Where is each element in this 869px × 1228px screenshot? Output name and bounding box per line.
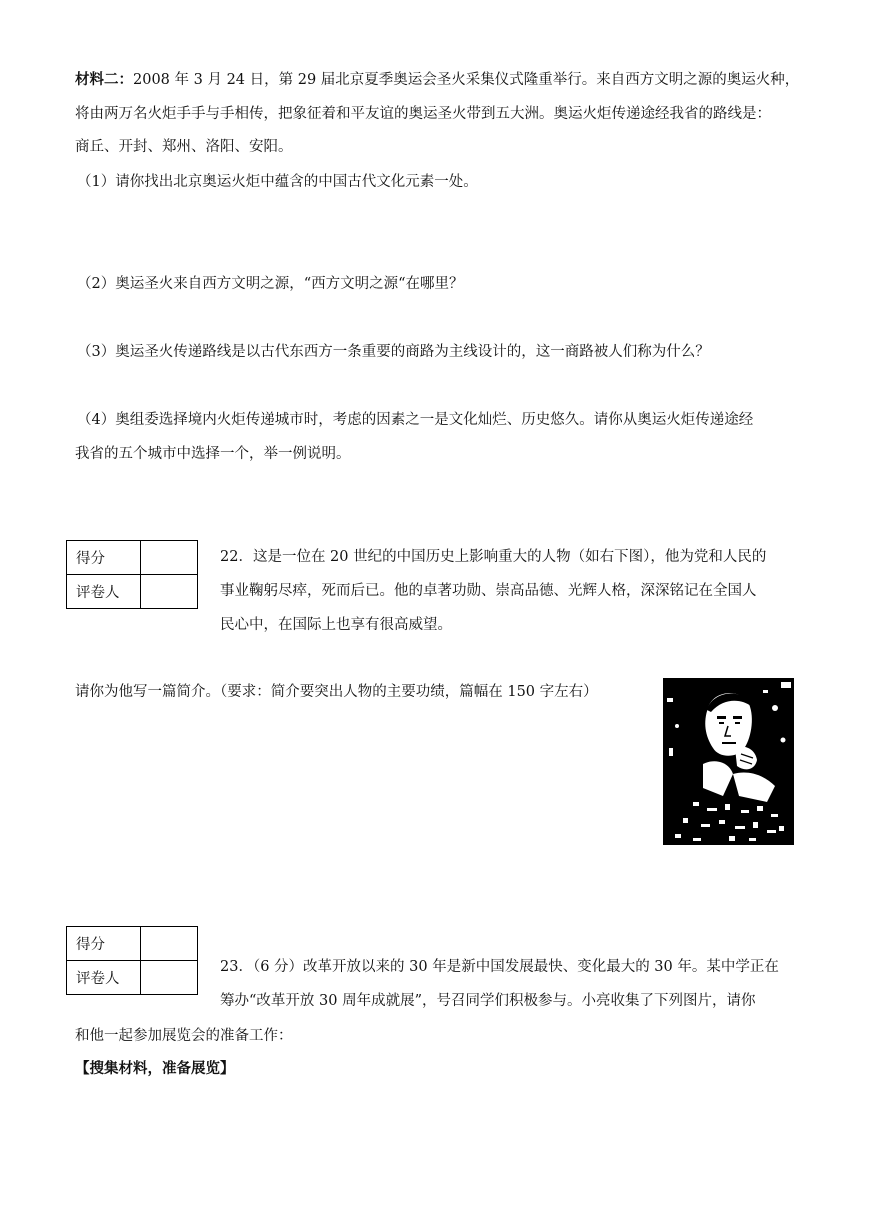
material2-line3: 商丘、开封、郑州、洛阳、安阳。 xyxy=(75,139,293,155)
q22-line2: 事业鞠躬尽瘁，死而后已。他的卓著功勋、崇高品德、光辉人格，深深铭记在全国人 xyxy=(220,583,757,599)
grader-label: 评卷人 xyxy=(67,575,141,609)
q23-section-title: 【搜集材料，准备展览】 xyxy=(75,1060,235,1077)
grader-field[interactable] xyxy=(141,961,198,995)
q22-prompt: 请你为他写一篇简介。（要求：简介要突出人物的主要功绩，篇幅在 150 字左右） xyxy=(75,684,598,700)
material2-line2: 将由两万名火炬手手与手相传，把象征着和平友谊的奥运圣火带到五大洲。奥运火炬传递途经我省的路线是： xyxy=(75,106,771,122)
question-2: （2）奥运圣火来自西方文明之源，“西方文明之源“在哪里？ xyxy=(77,276,464,292)
material2-label: 材料二： xyxy=(75,71,133,88)
q23-line1: 23．（6 分）改革开放以来的 30 年是新中国发展最快、变化最大的 30 年。某中学正在 xyxy=(220,959,779,975)
question-4-line2: 我省的五个城市中选择一个，举一例说明。 xyxy=(75,446,351,462)
question-3: （3）奥运圣火传递路线是以古代东西方一条重要的商路为主线设计的，这一商路被人们称为什么？ xyxy=(77,344,710,360)
material2-line1: 材料二：2008 年 3 月 24 日，第 29 届北京夏季奥运会圣火采集仪式隆重举行。来自西方文明之源的奥运火种， xyxy=(75,71,800,88)
grader-label: 评卷人 xyxy=(67,961,141,995)
q23-line2: 筹办“改革开放 30 周年成就展”，号召同学们积极参与。小亮收集了下列图片，请你 xyxy=(220,993,756,1009)
question-4-line1: （4）奥组委选择境内火炬传递城市时，考虑的因素之一是文化灿烂、历史悠久。请你从奥运火炬传递途经 xyxy=(77,412,754,428)
q22-line3: 民心中，在国际上也享有很高威望。 xyxy=(220,617,452,633)
score-label: 得分 xyxy=(67,927,141,961)
score-field[interactable] xyxy=(141,541,198,575)
question-1: （1）请你找出北京奥运火炬中蕴含的中国古代文化元素一处。 xyxy=(77,174,478,190)
score-box-q22 xyxy=(66,540,198,609)
portrait-photo-icon xyxy=(663,678,794,845)
score-box-q23 xyxy=(66,926,198,995)
grader-field[interactable] xyxy=(141,575,198,609)
score-field[interactable] xyxy=(141,927,198,961)
score-label: 得分 xyxy=(67,541,141,575)
q22-line1: 22．这是一位在 20 世纪的中国历史上影响重大的人物（如右下图），他为党和人民的 xyxy=(220,549,767,565)
q23-line3: 和他一起参加展览会的准备工作： xyxy=(75,1028,293,1044)
